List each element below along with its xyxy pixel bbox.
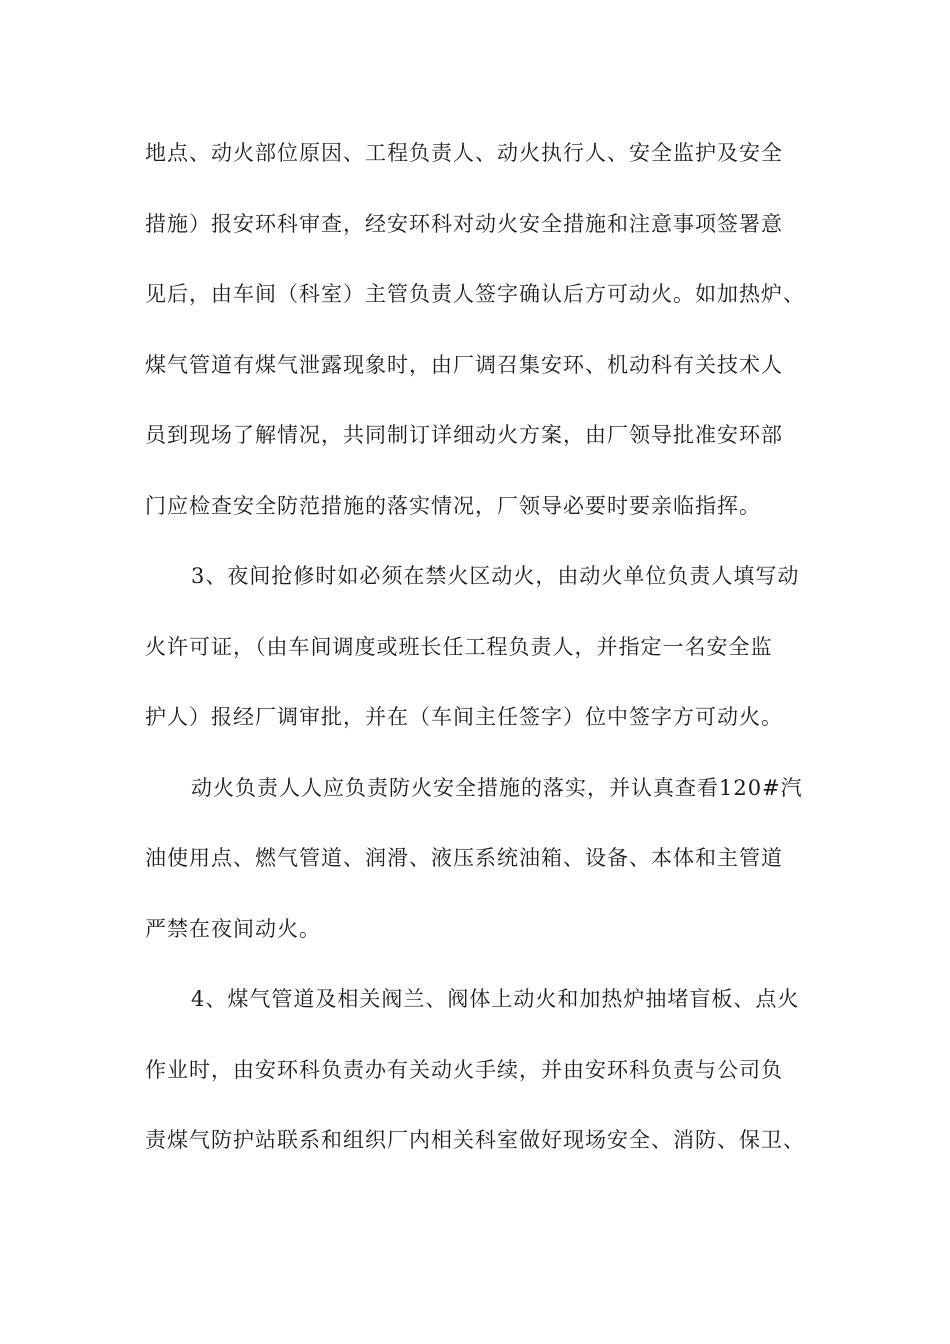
text-line: 火许可证，（由车间调度或班长任工程负责人，并指定一名安全监 <box>145 634 773 659</box>
text-line: 责煤气防护站联系和组织厂内相关科室做好现场安全、消防、保卫、 <box>145 1128 805 1152</box>
text-line: 严禁在夜间动火。 <box>145 916 321 941</box>
paragraph-start-line: 3、夜间抢修时如必须在禁火区动火，由动火单位负责人填写动 <box>191 564 800 588</box>
text-line: 门应检查安全防范措施的落实情况，厂领导必要时要亲临指挥。 <box>145 493 761 518</box>
paragraph-start-line: 动火负责人人应负责防火安全措施的落实，并认真查看120#汽 <box>191 775 803 800</box>
text-line: 员到现场了解情况，共同制订详细动火方案，由厂领导批准安环部 <box>145 423 783 447</box>
document-body <box>145 133 835 1191</box>
text-line: 作业时，由安环科负责办有关动火手续，并由安环科负责与公司负 <box>145 1057 783 1082</box>
text-line: 措施）报安环科审查，经安环科对动火安全措施和注意事项签署意 <box>145 211 783 236</box>
paragraph-start-line: 4、煤气管道及相关阀兰、阀体上动火和加热炉抽堵盲板、点火 <box>191 987 800 1011</box>
text-line: 见后，由车间（科室）主管负责人签字确认后方可动火。如加热炉、 <box>145 282 805 306</box>
text-line: 煤气管道有煤气泄露现象时，由厂调召集安环、机动科有关技术人 <box>145 352 783 377</box>
text-line: 地点、动火部位原因、工程负责人、动火执行人、安全监护及安全 <box>145 141 783 165</box>
text-line: 护人）报经厂调审批，并在（车间主任签字）位中签字方可动火。 <box>145 705 783 729</box>
text-line: 油使用点、燃气管道、润滑、液压系统油箱、设备、本体和主管道 <box>145 846 783 870</box>
